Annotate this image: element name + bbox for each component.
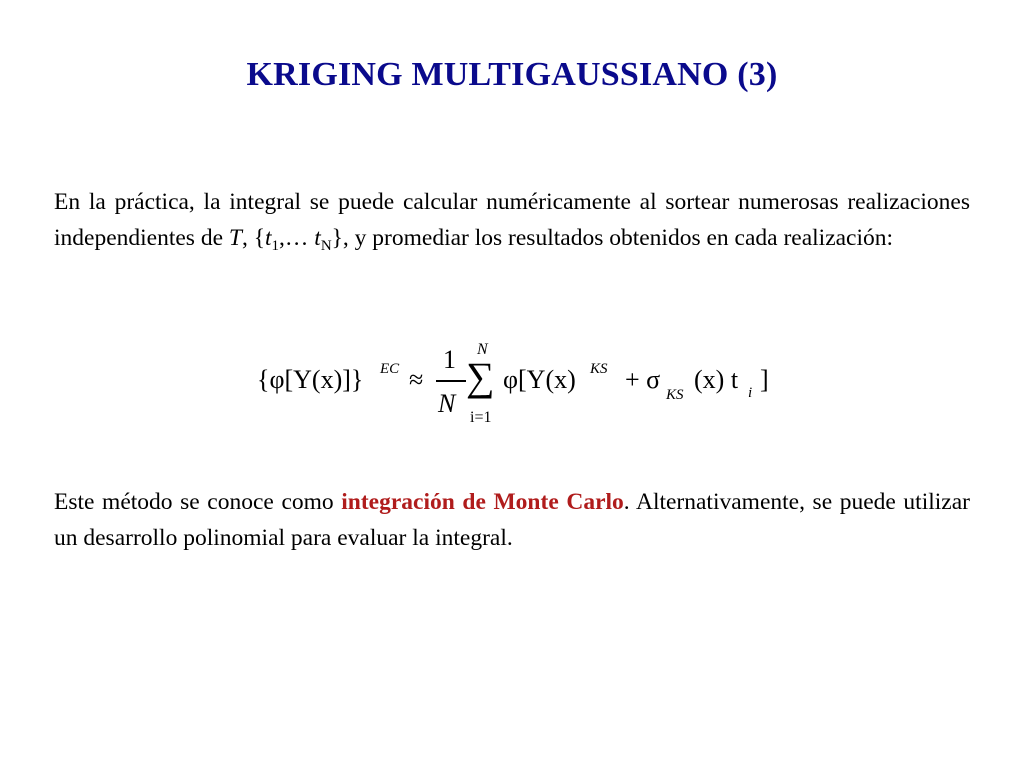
fraction-line (436, 380, 466, 382)
paragraph-intro-text-3: ,… (279, 225, 315, 251)
subscript-N: N (320, 238, 332, 254)
formula-term1-superscript: KS (590, 361, 608, 377)
formula-plus-sigma: + σ (625, 365, 661, 394)
paragraph-intro-text-2: , { (241, 225, 265, 251)
sum-lower-limit: i=1 (470, 409, 492, 426)
formula-lhs: {φ[Y(x)]} (257, 365, 364, 394)
formula-denominator: N (438, 389, 456, 418)
summation-symbol: ∑ (466, 354, 495, 399)
subscript-1: 1 (271, 238, 280, 254)
paragraph-intro-text-4: }, y promediar los resultados obtenidos en cada realización: (331, 225, 894, 251)
variable-t1: t (265, 225, 272, 251)
t-subscript: i (748, 385, 753, 401)
paragraph-intro (54, 184, 970, 256)
monte-carlo-highlight: integración de Monte Carlo (341, 489, 624, 515)
paragraph-conclusion (54, 484, 970, 556)
formula-close: ] (760, 365, 769, 394)
formula-numerator: 1 (443, 345, 456, 374)
slide-title: KRIGING MULTIGAUSSIANO (3) (246, 56, 778, 93)
paragraph-conclusion-text-2: . Alternativamente, se puede utilizar un desarrollo polinomial para evaluar la integral. (54, 489, 970, 551)
formula-term2: (x) t (694, 365, 739, 394)
sum-upper-limit: N (477, 341, 488, 358)
paragraph-conclusion-text-1: Este método se conoce como (54, 489, 342, 515)
formula-lhs-superscript: EC (380, 361, 400, 377)
variable-T: T (228, 225, 242, 251)
monte-carlo-formula (0, 335, 1024, 435)
formula-term1: φ[Y(x) (503, 365, 576, 394)
formula-approx: ≈ (409, 365, 424, 394)
variable-tN: t (314, 225, 321, 251)
sigma-subscript: KS (666, 387, 684, 403)
paragraph-intro-text-1: En la práctica, la integral se puede calcular numéricamente al sortear numerosas realizaciones independientes de (54, 189, 970, 251)
